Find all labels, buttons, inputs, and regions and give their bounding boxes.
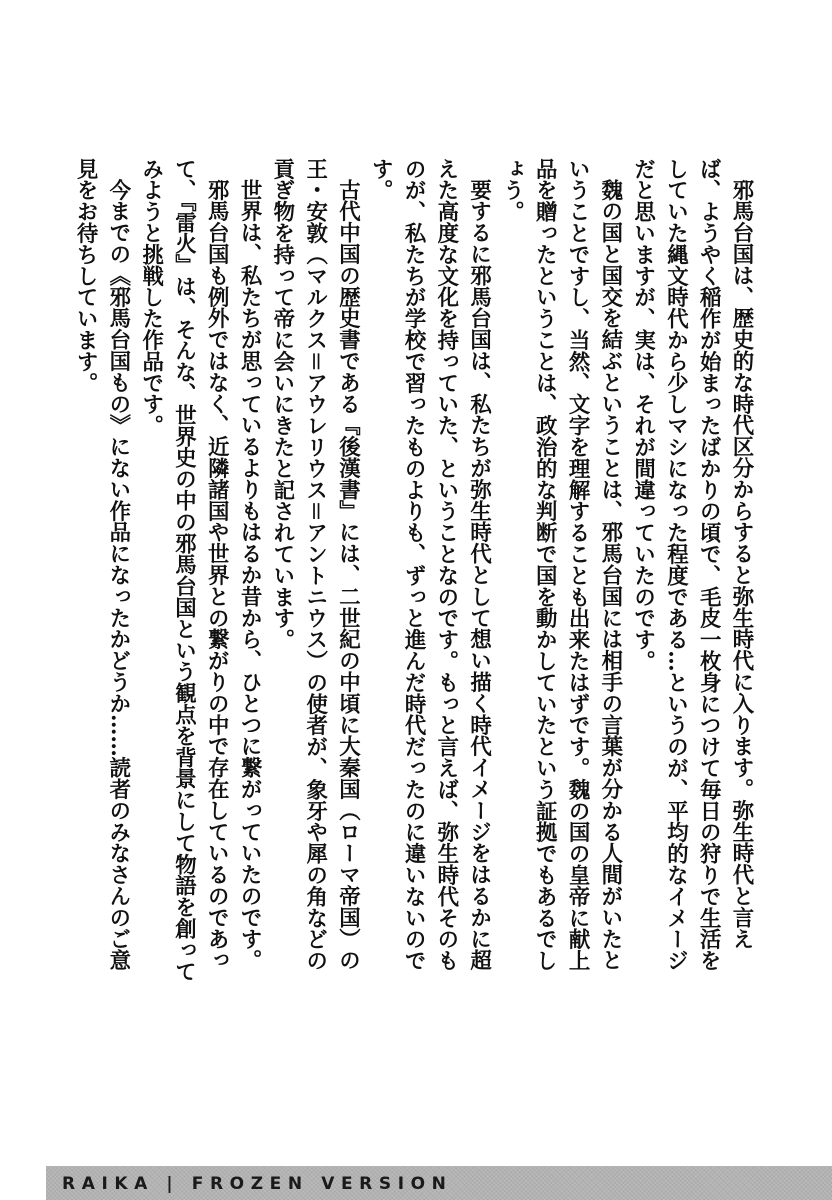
paragraph-6: 邪馬台国も例外ではなく、近隣諸国や世界との繋がりの中で存在しているのであって、『雷火』は、そんな、世界史の中の邪馬台国という観点を背景にして物語を創ってみようと挑戦した作品です。: [138, 158, 230, 982]
paragraph-5: 世界は、私たちが思っているよりもはるか昔から、ひとつに繋がっていたのです。: [237, 179, 263, 972]
paragraph-4: 古代中国の歴史書である『後漢書』には、二世紀の中頃に大秦国（ローマ帝国）の王・安敦（マルクス＝アウレリウス＝アントニウス）の使者が、象牙や犀の角などの貢ぎ物を持って帝に会いにきたと記されています。: [269, 158, 361, 972]
paragraph-1: 邪馬台国は、歴史的な時代区分からすると弥生時代に入ります。弥生時代と言えば、ようやく稲作が始まったばかりの頃で、毛皮一枚身につけて毎日の狩りで生活をしていた縄文時代から少しマシになった程度である…というのが、平均的なイメージだと思いますが、実は、それが間違っていたのです。: [630, 158, 754, 972]
paragraph-3: 要するに邪馬台国は、私たちが弥生時代として想い描く時代イメージをはるかに超えた高度な文化を持っていた、ということなのです。もっと言えば、弥生時代そのものが、私たちが学校で習ったものよりも、ずっと進んだ時代だったのに違いないのです。: [368, 158, 492, 972]
paragraph-7: 今までの《邪馬台国もの》にない作品になったかどうか……読者のみなさんのご意見をお待ちしています。: [73, 158, 131, 972]
vertical-text-body: [49, 158, 757, 988]
footer-title: RAIKA | FROZEN VERSION: [62, 1174, 453, 1194]
paragraph-2: 魏の国と国交を結ぶということは、邪馬台国には相手の言葉が分かる人間がいたということですし、当然、文字を理解することも出来たはずです。魏の国の皇帝に献上品を贈ったということは、政治的な判断で国を動かしていたという証拠でもあるでしょう。: [499, 158, 623, 972]
